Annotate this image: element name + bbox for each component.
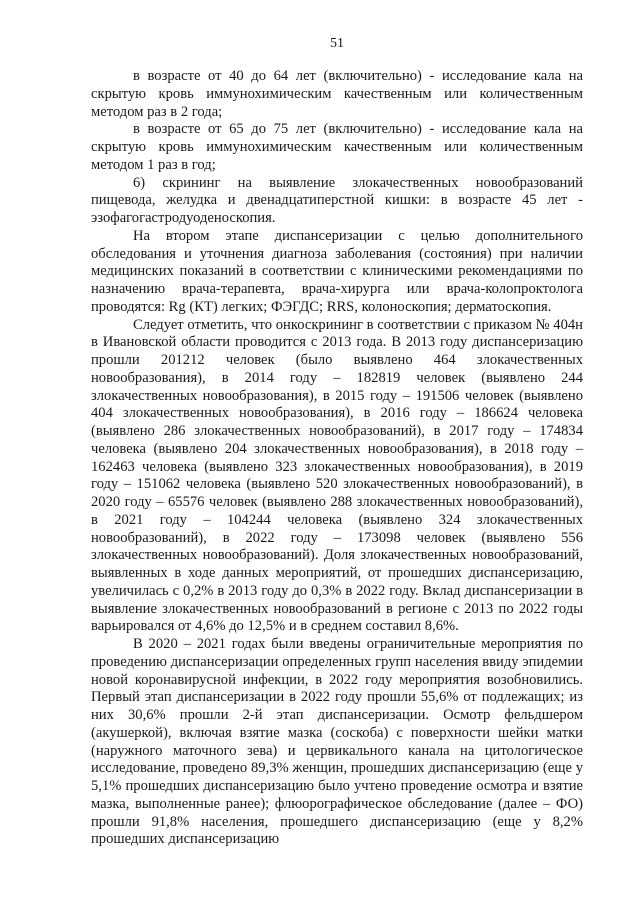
paragraph-oncoscreening-stats: Следует отметить, что онкоскрининг в соответствии с приказом № 404н в Ивановской области проводится с 2013 года. В 2013 году диспансеризацию прошли 201212 человек (было выявлено 464 злокачественных новообразования), в 2014 году – 182819 человек (выявлено 244 злокачественных новообразования), в 2015 году – 191506 человек (выявлено 404 злокачественных новообразования), в 2016 году – 186624 человека (выявлено 286 злокачественных новообразований), в 2017 году – 174834 человека (выявлено 204 злокачественных новообразования), в 2018 году – 162463 человека (выявлено 323 злокачественных новообразования), в 2019 году – 151062 человека (выявлено 520 злокачественных новообразований), в 2020 году – 65576 человек (выявлено 288 злокачественных новообразований), в 2021 году – 104244 человека (выявлено 324 злокачественных новообразований), в 2022 году – 173098 человек (выявлено 556 злокачественных новообразований). Доля злокачественных новообразований, выявленных в ходе данных мероприятий, от прошедших диспансеризацию, увеличилась с 0,2% в 2013 году до 0,3% в 2022 году. Вклад диспансеризации в выявление злокачественных новообразований в регионе с 2013 по 2022 годы варьировался от 4,6% до 12,5% и в среднем составил 8,6%. [91, 316, 583, 635]
page-number: 51 [330, 36, 344, 51]
paragraph-second-stage: На втором этапе диспансеризации с целью дополнительного обследования и уточнения диагноза заболевания (состояния) при наличии медицинских показаний в соответствии с клиническими рекомендациями по назначению врача-терапевта, врача-хирурга или врача-колопроктолога проводятся: Rg (КТ) легких; ФЭГДС; RRS, колоноскопия; дерматоскопия. [91, 227, 583, 315]
paragraph-2020-2021-restrictions: В 2020 – 2021 годах были введены ограничительные мероприятия по проведению диспансеризации определенных групп населения ввиду эпидемии новой коронавирусной инфекции, в 2022 году мероприятия возобновились. Первый этап диспансеризации в 2022 году прошли 55,6% от подлежащих; из них 30,6% прошли 2-й этап диспансеризации. Осмотр фельдшером (акушеркой), включая взятие мазка (соскоба) с поверхности шейки матки (наружного маточного зева) и цервикального канала на цитологическое исследование, проведено 89,3% женщин, прошедших диспансеризацию (еще у 5,1% прошедших диспансеризацию было учтено проведение осмотра и взятие мазка, выполненные ранее); флюорографическое обследование (далее – ФО) прошли 91,8% населения, прошедшего диспансеризацию (еще у 8,2% прошедших диспансеризацию [91, 636, 583, 848]
paragraph-age-65-75: в возрасте от 65 до 75 лет (включительно) - исследование кала на скрытую кровь иммунохимическим качественным или количественным методом 1 раз в год; [91, 121, 583, 173]
paragraph-esophagus-screening: 6) скрининг на выявление злокачественных новообразований пищевода, желудка и двенадцатиперстной кишки: в возрасте 45 лет - эзофагогастродуоденоскопия. [91, 174, 583, 226]
paragraph-age-40-64: в возрасте от 40 до 64 лет (включительно) - исследование кала на скрытую кровь иммунохимическим качественным или количественным методом раз в 2 года; [91, 68, 583, 120]
